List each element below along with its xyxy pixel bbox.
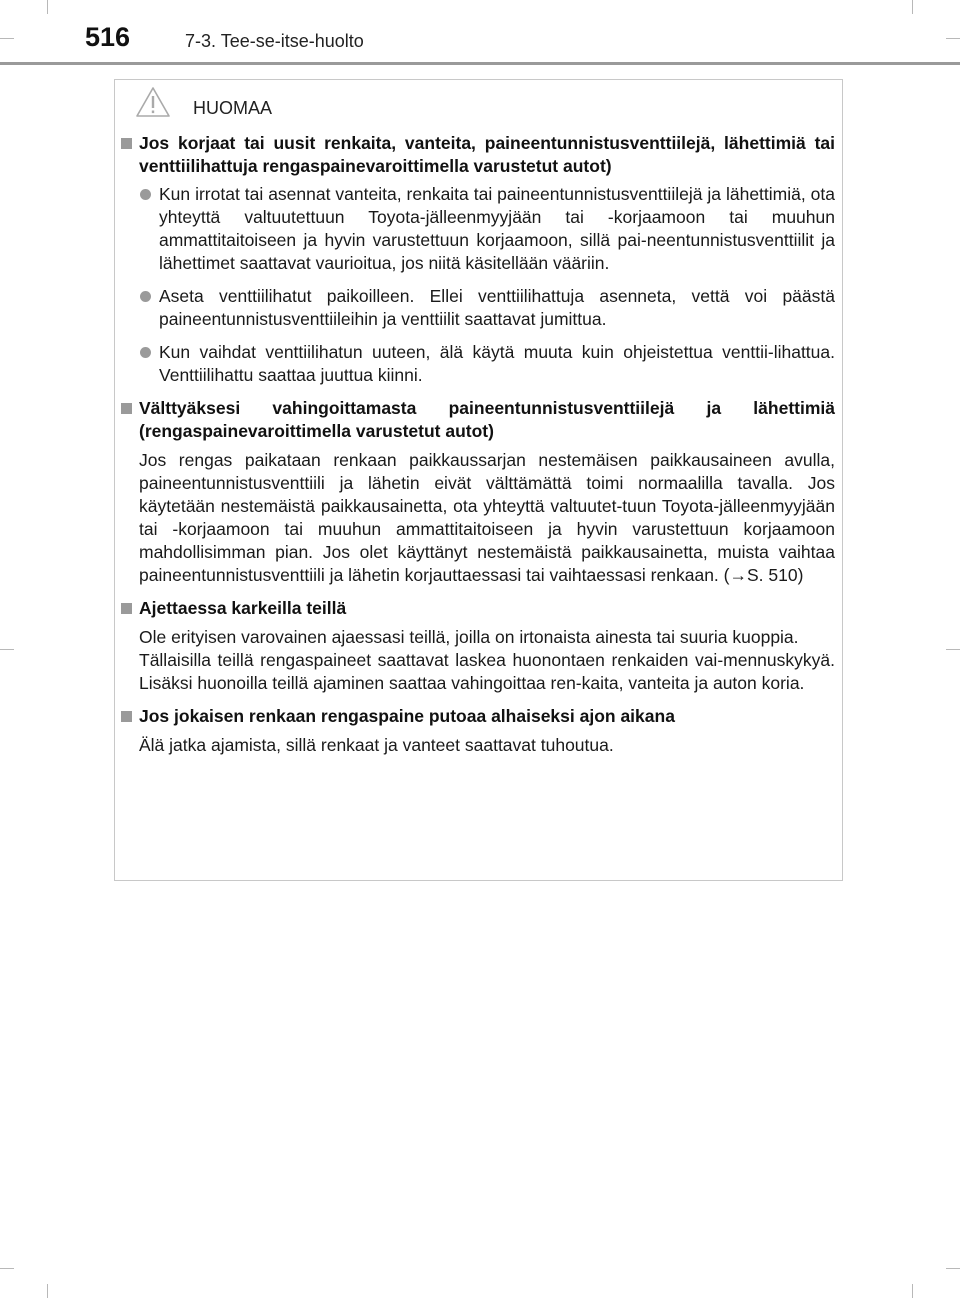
body-paragraph: Jos rengas paikataan renkaan paikkaussarjan nestemäisen paikkausaineen avulla, paineentunnistusventtiili ja lähetin eivät välttämättä toimi normaalilla tavalla. Jos käytetään nestemäistä paikkausainetta, ota yhteyttä valtuutet-tuun Toyota-jälleenmyyjään tai -korjaamoon tai muuhun ammattitaitoiseen ja hyvin varustettuun korjaamoon mahdollisimman pian. Jos olet käyttänyt nestemäistä paikkausainetta, muista vaihtaa paineentunnistusventtiili ja lähetin korjauttaessasi tai vaihtaessasi renkaan. (→S. 510) [139, 450, 835, 585]
notice-box [114, 79, 843, 881]
section-block [121, 132, 835, 387]
square-bullet-icon [121, 603, 132, 614]
page-number: 516 [85, 22, 131, 52]
bullet-item: Kun irrotat tai asennat vanteita, renkaita tai paineentunnistusventtiilejä ja lähettimiä, ota yhteyttä valtuutettuun Toyota-jälleenmyyjään tai -korjaamoon tai muuhun ammattitaitoiseen ja hyvin varustettuun korjaamoon, sillä pai-neentunnistusventtiilit ja lähettimet saattavat vaurioitua, jos niitä käsitellään vääriin. [121, 183, 835, 275]
circle-bullet-icon [140, 347, 151, 358]
header-rule [0, 62, 960, 65]
section-title: 7-3. Tee-se-itse-huolto [185, 31, 364, 51]
bullet-item: Kun vaihdat venttiilihatun uuteen, älä käytä muuta kuin ohjeistettua venttii-lihattua. Venttiilihattu saattaa juuttua kiinni. [121, 341, 835, 387]
bullet-item: Aseta venttiilihatut paikoilleen. Ellei venttiilihattuja asenneta, vettä voi päästä paineentunnistusventtiileihin ja venttiilit saattavat jumittua. [121, 285, 835, 331]
crop-mark [47, 1284, 48, 1298]
circle-bullet-icon [140, 189, 151, 200]
crop-mark [946, 1268, 960, 1269]
section-heading: Ajettaessa karkeilla teillä [121, 597, 835, 620]
body-paragraph: Ole erityisen varovainen ajaessasi teillä, joilla on irtonaista ainesta tai suuria kuoppia. [139, 627, 799, 647]
crop-mark [0, 1268, 14, 1269]
square-bullet-icon [121, 138, 132, 149]
crop-mark [946, 649, 960, 650]
square-bullet-icon [121, 403, 132, 414]
section-heading: Välttyäksesi vahingoittamasta paineentunnistusventtiilejä ja lähettimiä (rengaspainevaroittimella varustetut autot) [121, 397, 835, 443]
section-block [121, 597, 835, 695]
warning-triangle-icon [135, 86, 171, 118]
body-paragraph: Tällaisilla teillä rengaspaineet saattavat laskea huonontaen renkaiden vai-mennuskykyä. Lisäksi huonoilla teillä ajaminen saattaa vahingoittaa ren-kaita, vanteita ja auton koria. [139, 650, 835, 693]
body-paragraph: Älä jatka ajamista, sillä renkaat ja vanteet saattavat tuhoutua. [139, 735, 614, 755]
square-bullet-icon [121, 711, 132, 722]
notice-content [121, 132, 835, 767]
section-block [121, 705, 835, 757]
section-block [121, 397, 835, 587]
section-heading: Jos korjaat tai uusit renkaita, vanteita, paineentunnistusventtiilejä, lähettimiä tai venttiilihattuja rengaspainevaroittimella varustetut autot) [121, 132, 835, 178]
section-heading: Jos jokaisen renkaan rengaspaine putoaa alhaiseksi ajon aikana [121, 705, 835, 728]
notice-label: HUOMAA [193, 98, 273, 118]
crop-mark [912, 1284, 913, 1298]
page-header [0, 0, 960, 66]
crop-mark [0, 649, 14, 650]
circle-bullet-icon [140, 291, 151, 302]
